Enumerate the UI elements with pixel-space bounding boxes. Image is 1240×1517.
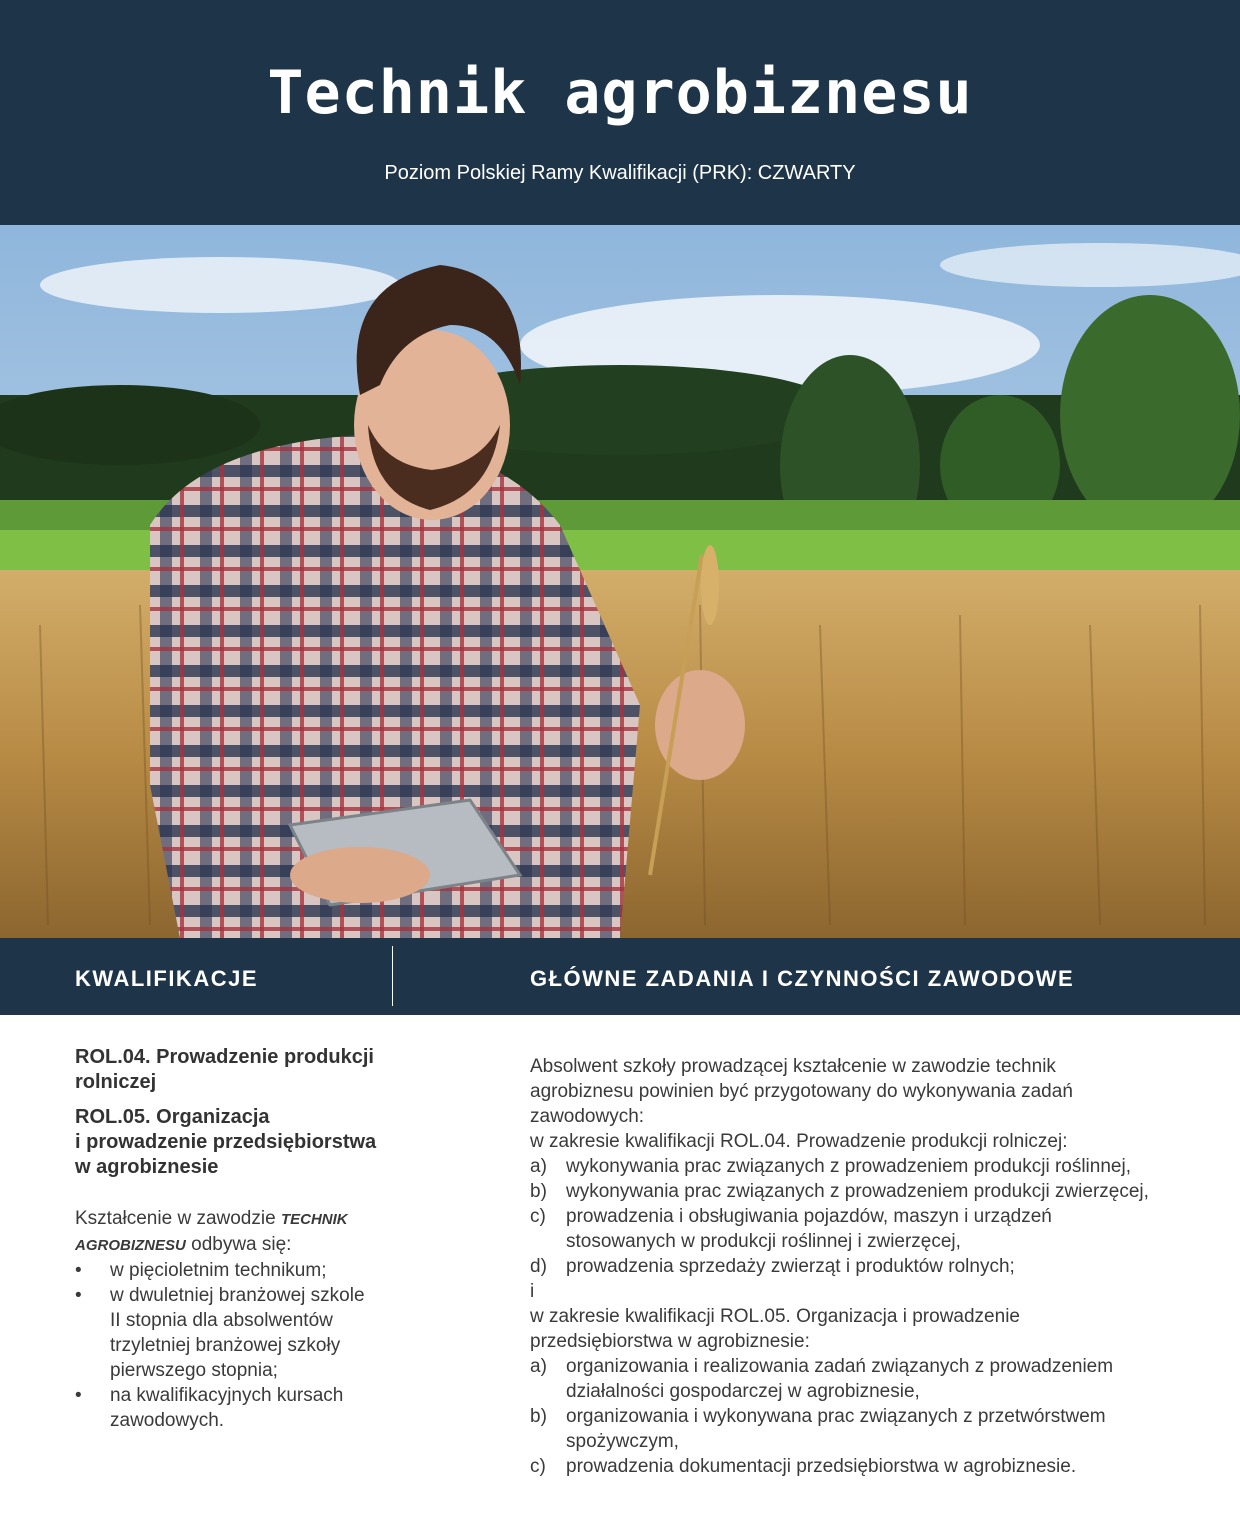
list-item: b) organizowania i wykonywana prac związanych z przetwórstwem spożywczym, [530, 1406, 1106, 1452]
profession-name-emphasis: TECHNIK [280, 1211, 348, 1228]
rol05-task-list [530, 1354, 1180, 1479]
education-intro: Kształcenie w zawodzie TECHNIK AGROBIZNESU odbywa się: [75, 1208, 348, 1255]
conjunction-text: i [530, 1281, 535, 1302]
profession-name-emphasis-2: AGROBIZNESU [75, 1237, 186, 1254]
list-item: d) prowadzenia sprzedaży zwierząt i produktów rolnych; [530, 1256, 1015, 1277]
tasks-column [530, 1054, 1180, 1479]
header-divider [392, 946, 393, 1006]
list-item: • w pięcioletnim technikum; [75, 1258, 415, 1283]
list-item: a) wykonywania prac związanych z prowadzeniem produkcji roślinnej, [530, 1156, 1131, 1177]
qualifications-heading: KWALIFIKACJE [75, 966, 258, 991]
qualification-rol05: ROL.05. Organizacja i prowadzenie przedsiębiorstwa w agrobiznesie [75, 1106, 377, 1178]
list-item: • w dwuletniej branżowej szkole II stopnia dla absolwentów trzyletniej branżowej szkoły pierwszego stopnia; [75, 1283, 415, 1383]
qualification-rol04: ROL.04. Prowadzenie produkcji rolniczej [75, 1046, 374, 1093]
tasks-heading: GŁÓWNE ZADANIA I CZYNNOŚCI ZAWODOWE [530, 966, 1075, 991]
list-item: a) organizowania i realizowania zadań związanych z prowadzeniem działalności gospodarczej w agrobiznesie, [530, 1356, 1114, 1402]
list-item: • na kwalifikacyjnych kursach zawodowych. [75, 1383, 415, 1433]
rol04-heading: w zakresie kwalifikacji ROL.04. Prowadzenie produkcji rolniczej: [530, 1131, 1068, 1152]
page-subtitle: Poziom Polskiej Ramy Kwalifikacji (PRK): CZWARTY [384, 162, 856, 184]
list-item: c) prowadzenia i obsługiwania pojazdów, maszyn i urządzeń stosowanych w produkcji roślinnej i zwierzęcej, [530, 1206, 1052, 1252]
header-banner [0, 0, 1240, 225]
rol05-heading: w zakresie kwalifikacji ROL.05. Organizacja i prowadzenie przedsiębiorstwa w agrobiznesie: [530, 1306, 1020, 1352]
list-item: c) prowadzenia dokumentacji przedsiębiorstwa w agrobiznesie. [530, 1456, 1077, 1477]
section-header-bar [0, 938, 1240, 1015]
education-paths-list [75, 1258, 415, 1433]
page-title: Technik agrobiznesu [267, 58, 973, 128]
qualifications-column [75, 1045, 415, 1433]
rol04-task-list [530, 1154, 1180, 1279]
farmer-with-tablet-in-wheat-field-image [0, 225, 1240, 938]
list-item: b) wykonywania prac związanych z prowadzeniem produkcji zwierzęcej, [530, 1181, 1149, 1202]
tasks-intro: Absolwent szkoły prowadzącej kształcenie w zawodzie technik agrobiznesu powinien być przygotowany do wykonywania zadań zawodowych: [530, 1056, 1073, 1127]
